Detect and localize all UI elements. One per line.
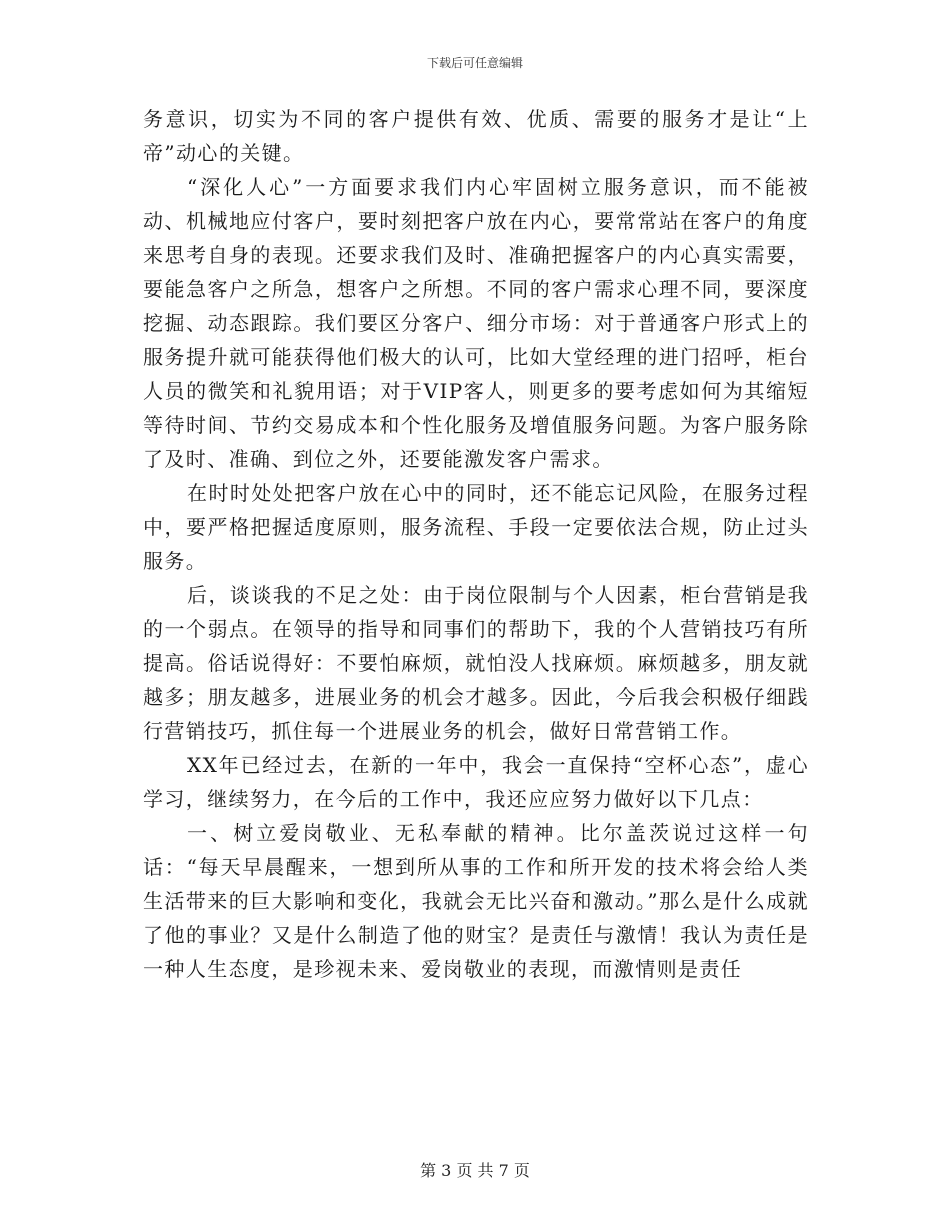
page-header: 下载后可任意编辑 <box>426 56 523 70</box>
paragraph: XX年已经过去，在新的一年中，我会一直保持“空杯心态”，虚心学习，继续努力，在今后的工作中，我还应应努力做好以下几点： <box>143 753 809 811</box>
paragraph: 一、树立爱岗敬业、无私奉献的精神。比尔盖茨说过这样一句话：“每天早晨醒来，一想到所从事的工作和所开发的技术将会给人类生活带来的巨大影响和变化，我就会无比兴奋和激动。”那么是什么成就了他的事业？又是什么制造了他的财宝？是责任与激情！我认为责任是一种人生态度，是珍视未来、爱岗敬业的表现，而激情则是责任 <box>143 821 809 981</box>
document-body <box>143 102 809 986</box>
page-number: 第 3 页 共 7 页 <box>420 1161 530 1180</box>
paragraph: “深化人心”一方面要求我们内心牢固树立服务意识，而不能被动、机械地应付客户，要时刻把客户放在内心，要常常站在客户的角度来思考自身的表现。还要求我们及时、准确把握客户的内心真实需要，要能急客户之所急，想客户之所想。不同的客户需求心理不同，要深度挖掘、动态跟踪。我们要区分客户、细分市场：对于普通客户形式上的服务提升就可能获得他们极大的认可，比如大堂经理的进门招呼，柜台人员的微笑和礼貌用语；对于VIP客人，则更多的要考虑如何为其缩短等待时间、节约交易成本和个性化服务及增值服务问题。为客户服务除了及时、准确、到位之外，还要能激发客户需求。 <box>143 175 809 471</box>
paragraph: 务意识，切实为不同的客户提供有效、优质、需要的服务才是让“上帝”动心的关键。 <box>143 107 809 165</box>
page-footer <box>0 1158 950 1181</box>
paragraph: 在时时处处把客户放在心中的同时，还不能忘记风险，在服务过程中，要严格把握适度原则，服务流程、手段一定要依法合规，防止过头服务。 <box>143 481 809 573</box>
paragraph: 后，谈谈我的不足之处：由于岗位限制与个人因素，柜台营销是我的一个弱点。在领导的指导和同事们的帮助下，我的个人营销技巧有所提高。俗话说得好：不要怕麻烦，就怕没人找麻烦。麻烦越多，朋友就越多；朋友越多，进展业务的机会才越多。因此，今后我会积极仔细践行营销技巧，抓住每一个进展业务的机会，做好日常营销工作。 <box>143 583 809 743</box>
